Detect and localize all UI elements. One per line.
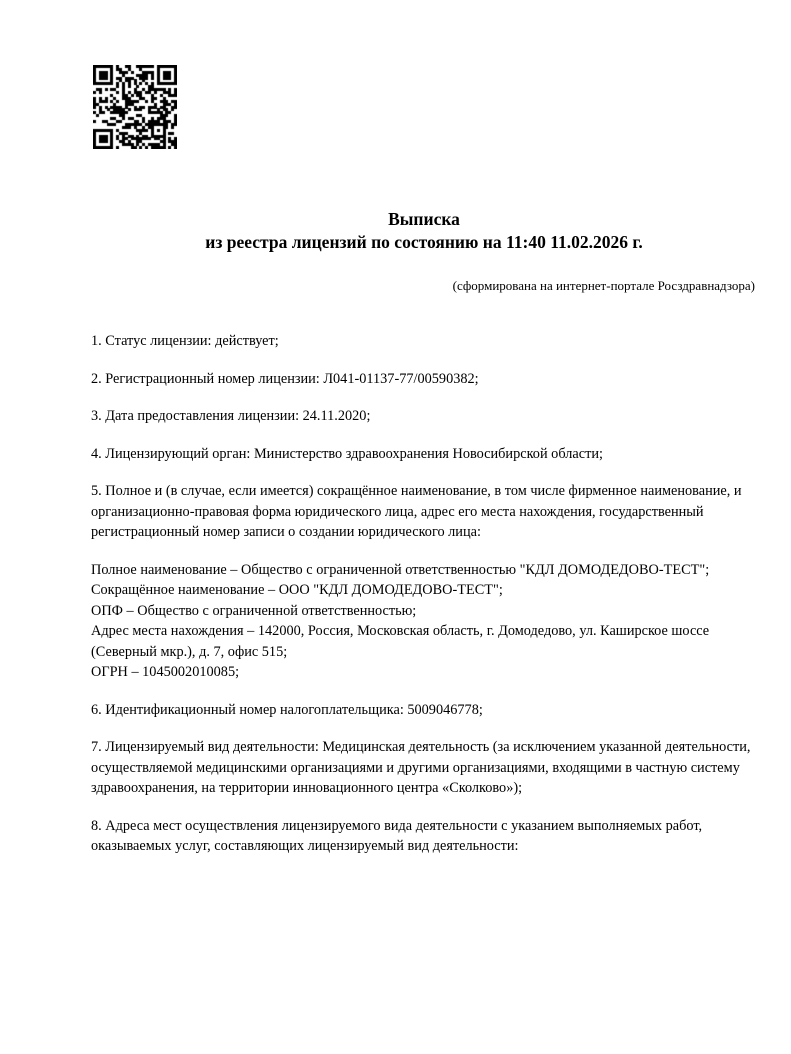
full-name-line: Полное наименование – Общество с ограниченной ответственностью "КДЛ ДОМОДЕДОВО-ТЕСТ";	[91, 561, 710, 578]
entity-info-item: 5. Полное и (в случае, если имеется) сокращённое наименование, в том числе фирменное наименование, и организационно-правовая форма юридического лица, адрес его места нахождения, государственный регистрационный номер записи о создании юридического лица:	[91, 483, 742, 540]
registration-number-item: 2. Регистрационный номер лицензии: Л041-01137-77/00590382;	[91, 370, 479, 387]
entity-details-block	[91, 560, 775, 683]
document-title	[91, 208, 757, 254]
document-body	[91, 331, 775, 874]
inn-item: 6. Идентификационный номер налогоплательщика: 5009046778;	[91, 701, 483, 718]
license-status-item: 1. Статус лицензии: действует;	[91, 333, 279, 349]
document-title-line1: Выписка	[388, 209, 460, 229]
formation-note: (сформирована на интернет-портале Росздравнадзора)	[452, 278, 755, 293]
grant-date-item: 3. Дата предоставления лицензии: 24.11.2020;	[91, 408, 371, 424]
legal-form-line: ОПФ – Общество с ограниченной ответственностью;	[91, 602, 417, 619]
licensing-authority-item: 4. Лицензирующий орган: Министерство здравоохранения Новосибирской области;	[91, 445, 603, 462]
qr-code-icon	[93, 65, 177, 149]
short-name-line: Сокращённое наименование – ООО "КДЛ ДОМОДЕДОВО-ТЕСТ";	[91, 582, 503, 598]
activity-addresses-item: 8. Адреса мест осуществления лицензируемого вида деятельности с указанием выполняемых работ, оказываемых услуг, составляющих лицензируемый вид деятельности:	[91, 817, 703, 854]
activity-type-item: 7. Лицензируемый вид деятельности: Медицинская деятельность (за исключением указанной деятельности, осуществляемой медицинскими организациями и другими организациями, входящими в частную систему здравоохранения, на территории инновационного центра «Сколково»);	[91, 739, 751, 796]
document-title-line2: из реестра лицензий по состоянию на 11:40 11.02.2026 г.	[205, 232, 643, 252]
ogrn-line: ОГРН – 1045002010085;	[91, 664, 240, 680]
address-line: Адрес места нахождения – 142000, Россия, Московская область, г. Домодедово, ул. Каширское шоссе (Северный мкр.), д. 7, офис 515;	[91, 623, 710, 660]
